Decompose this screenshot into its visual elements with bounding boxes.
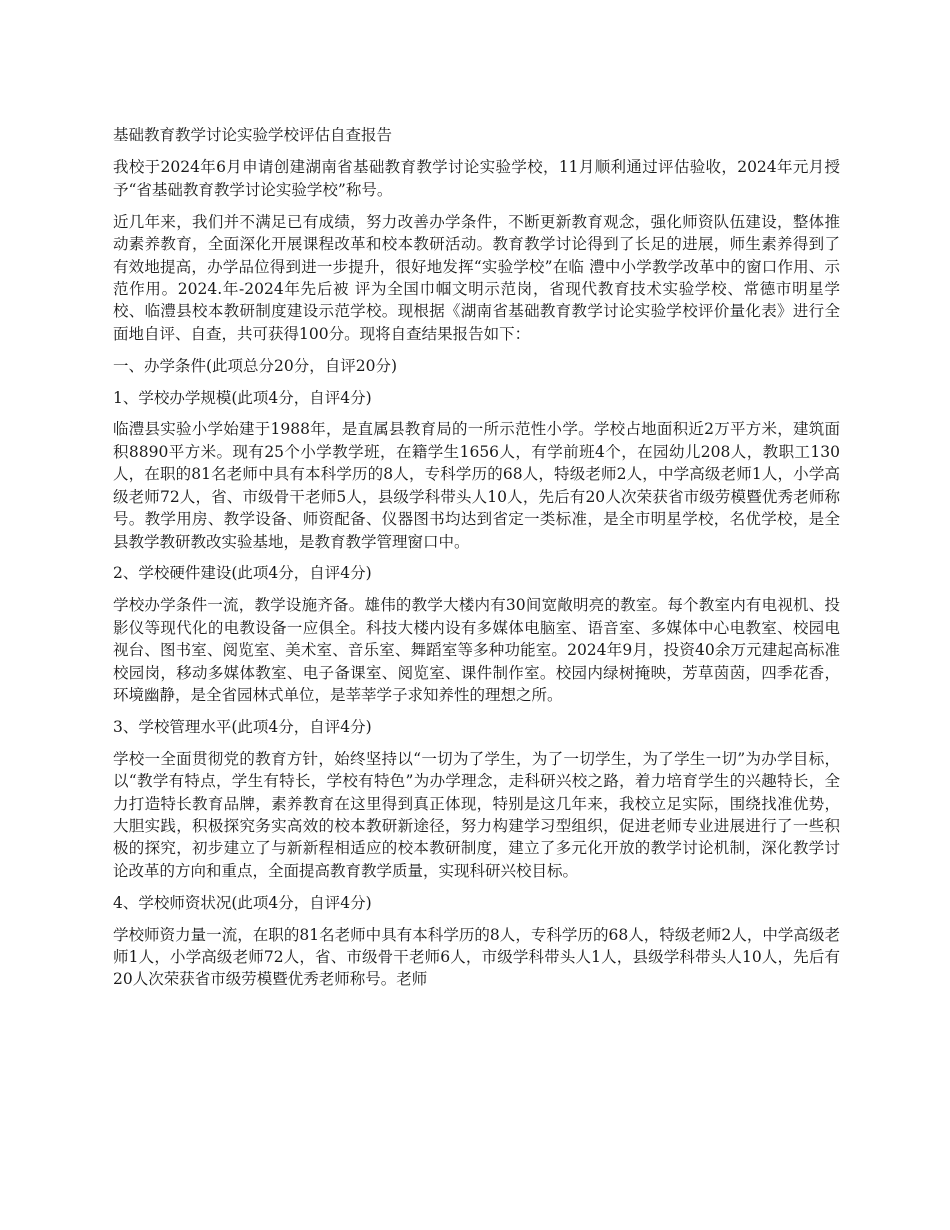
paragraph-intro: 我校于2024年6月申请创建湖南省基础教育教学讨论实验学校，11月顺利通过评估验收，2024年元月授予“省基础教育教学讨论实验学校”称号。 <box>113 158 840 199</box>
paragraph-overview: 近几年来，我们并不满足已有成绩，努力改善办学条件，不断更新教育观念，强化师资队伍建设，整体推动素养教育，全面深化开展课程改革和校本教研活动。教育教学讨论得到了长足的进展，师生素养得到了有效地提高，办学品位得到进一步提升，很好地发挥“实验学校”在临 澧中小学教学改革中的窗口作用、示范作用。2024.年-2024年先后被 评为全国巾帼文明示范岗，省现代教育技术实验学校、常德市明星学校、临澧县校本教研制度建设示范学校。现根据《湖南省基础教育教学讨论实验学校评价量化表》进行全面地自评、自查，共可获得100分。现将自查结果报告如下： <box>113 212 840 343</box>
document-title: 基础教育教学讨论实验学校评估自查报告 <box>113 126 393 144</box>
subheading-teachers: 4、学校师资状况(此项4分，自评4分) <box>113 893 372 912</box>
section-heading-conditions: 一、办学条件(此项总分20分，自评20分) <box>113 356 398 375</box>
paragraph-management: 学校一全面贯彻党的教育方针，始终坚持以“一切为了学生，为了一切学生，为了学生一切”为办学目标，以“教学有特点，学生有特长，学校有特色”为办学理念，走科研兴校之路，着力培育学生的兴趣特长，全力打造特长教育品牌，素养教育在这里得到真正体现，特别是这几年来，我校立足实际，围绕找准优势，大胆实践，积极探究务实高效的校本教研新途径，努力构建学习型组织，促进老师专业进展进行了一些积极的探究，初步建立了与新新程相适应的校本教研制度，建立了多元化开放的教学讨论机制，深化教学讨论改革的方向和重点，全面提高教育教学质量，实现科研兴校目标。 <box>113 749 840 880</box>
subheading-management: 3、学校管理水平(此项4分，自评4分) <box>113 717 372 736</box>
subheading-scale: 1、学校办学规模(此项4分，自评4分) <box>113 388 372 407</box>
paragraph-teachers: 学校师资力量一流，在职的81名老师中具有本科学历的8人，专科学历的68人，特级老师2人，中学高级老师1人，小学高级老师72人，省、市级骨干老师6人，市级学科带头人1人，县级学科带头人10人，先后有20人次荣获省市级劳模暨优秀老师称号。老师 <box>113 925 840 989</box>
paragraph-scale: 临澧县实验小学始建于1988年，是直属县教育局的一所示范性小学。学校占地面积近2万平方米，建筑面积8890平方米。现有25个小学教学班，在籍学生1656人，有学前班4个，在园幼儿208人，教职工130人，在职的81名老师中具有本科学历的8人，专科学历的68人，特级老师2人，中学高级老师1人，小学高级老师72人，省、市级骨干老师5人，县级学科带头人10人，先后有20人次荣获省市级劳模暨优秀老师称号。教学用房、教学设备、师资配备、仪器图书均达到省定一类标准，是全市明星学校，名优学校，是全县教学教研教改实验基地，是教育教学管理窗口中。 <box>113 420 840 551</box>
document-page <box>113 124 840 1000</box>
subheading-hardware: 2、学校硬件建设(此项4分，自评4分) <box>113 564 372 583</box>
paragraph-hardware: 学校办学条件一流，教学设施齐备。雄伟的教学大楼内有30间宽敞明亮的教室。每个教室内有电视机、投影仪等现代化的电教设备一应俱全。科技大楼内设有多媒体电脑室、语音室、多媒体中心电教室、校园电视台、图书室、阅览室、美术室、音乐室、舞蹈室等多种功能室。2024年9月，投资40余万元建起高标准校园岗，移动多媒体教室、电子备课室、阅览室、课件制作室。校园内绿树掩映，芳草茵茵，四季花香，环境幽静，是全省园林式单位，是莘莘学子求知养性的理想之所。 <box>113 596 840 704</box>
